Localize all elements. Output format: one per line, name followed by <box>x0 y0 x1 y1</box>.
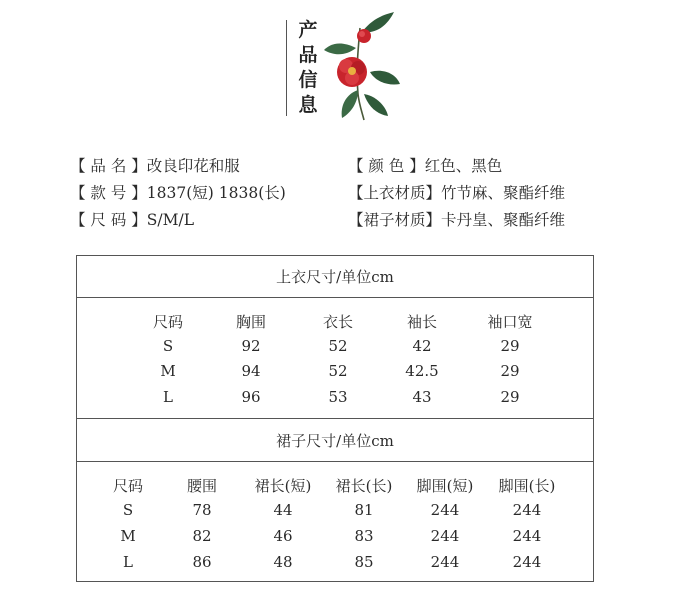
top-header-cell: 袖口宽 <box>487 313 533 331</box>
top-cell: 42.5 <box>405 362 439 380</box>
top-cell: 43 <box>412 388 432 406</box>
divider-line <box>77 297 593 298</box>
skirt-cell: 244 <box>430 501 460 519</box>
top-cell: 92 <box>241 337 261 355</box>
size-chart <box>76 255 594 582</box>
top-header-cell: 胸围 <box>235 313 266 331</box>
skirt-header-cell: 腰围 <box>186 477 217 495</box>
divider-line <box>77 418 593 419</box>
skirt-header-cell: 裙长(短) <box>254 477 312 495</box>
skirt-cell: 244 <box>512 527 542 545</box>
skirt-cell: L <box>123 553 133 571</box>
title-char: 信 <box>298 69 318 91</box>
top-header-cell: 袖长 <box>406 313 437 331</box>
info-label: 【 品 名 】 <box>70 157 147 175</box>
info-row-name <box>70 154 240 176</box>
info-value: 红色、黑色 <box>424 157 503 175</box>
info-value: 竹节麻、聚酯纤维 <box>441 184 566 202</box>
skirt-cell: 85 <box>354 553 374 571</box>
info-label: 【 尺 码 】 <box>70 211 147 229</box>
info-value: 卡丹皇、聚酯纤维 <box>441 211 566 229</box>
top-cell: S <box>162 337 174 355</box>
title-char: 息 <box>298 94 318 116</box>
skirt-cell: 244 <box>430 553 460 571</box>
skirt-cell: 244 <box>512 501 542 519</box>
skirt-cell: M <box>120 527 136 545</box>
top-size-title: 上衣尺寸/单位cm <box>276 268 394 286</box>
top-cell: 96 <box>241 388 261 406</box>
info-row-skirt-material <box>348 208 565 230</box>
top-cell: L <box>163 388 173 406</box>
top-cell: 29 <box>500 337 520 355</box>
info-row-style-no <box>70 181 286 203</box>
top-cell: 42 <box>412 337 432 355</box>
info-row-size <box>70 208 194 230</box>
top-header-cell: 尺码 <box>152 313 183 331</box>
skirt-cell: 244 <box>430 527 460 545</box>
product-info-header <box>282 14 402 124</box>
top-cell: 52 <box>328 337 348 355</box>
info-label: 【 颜 色 】 <box>348 157 425 175</box>
info-label: 【裙子材质】 <box>348 211 442 229</box>
info-row-top-material <box>348 181 565 203</box>
info-label: 【 款 号 】 <box>70 184 147 202</box>
info-row-color <box>348 154 502 176</box>
title-char: 品 <box>298 44 318 66</box>
top-cell: 52 <box>328 362 348 380</box>
info-value: 1837(短) 1838(长) <box>146 184 286 202</box>
skirt-header-cell: 尺码 <box>112 477 143 495</box>
top-cell: 29 <box>500 362 520 380</box>
title-divider-line <box>286 20 287 116</box>
skirt-header-cell: 裙长(长) <box>335 477 393 495</box>
skirt-cell: 244 <box>512 553 542 571</box>
skirt-cell: 78 <box>192 501 212 519</box>
skirt-header-cell: 脚围(短) <box>416 477 474 495</box>
skirt-cell: 46 <box>273 527 293 545</box>
top-cell: 94 <box>241 362 261 380</box>
divider-line <box>77 461 593 462</box>
top-cell: 29 <box>500 388 520 406</box>
top-cell: M <box>160 362 176 380</box>
section-title <box>296 18 320 118</box>
camellia-flower-icon <box>322 10 402 122</box>
skirt-cell: 83 <box>354 527 374 545</box>
info-value: S/M/L <box>146 211 195 229</box>
skirt-size-title: 裙子尺寸/单位cm <box>276 432 394 450</box>
skirt-cell: 86 <box>192 553 212 571</box>
skirt-cell: 82 <box>192 527 212 545</box>
skirt-cell: S <box>122 501 134 519</box>
skirt-cell: 48 <box>273 553 293 571</box>
info-value: 改良印花和服 <box>146 157 240 175</box>
skirt-header-cell: 脚围(长) <box>498 477 556 495</box>
skirt-cell: 44 <box>273 501 293 519</box>
top-cell: 53 <box>328 388 348 406</box>
top-header-cell: 衣长 <box>322 313 353 331</box>
info-label: 【上衣材质】 <box>348 184 442 202</box>
title-char: 产 <box>298 19 318 41</box>
skirt-cell: 81 <box>354 501 374 519</box>
